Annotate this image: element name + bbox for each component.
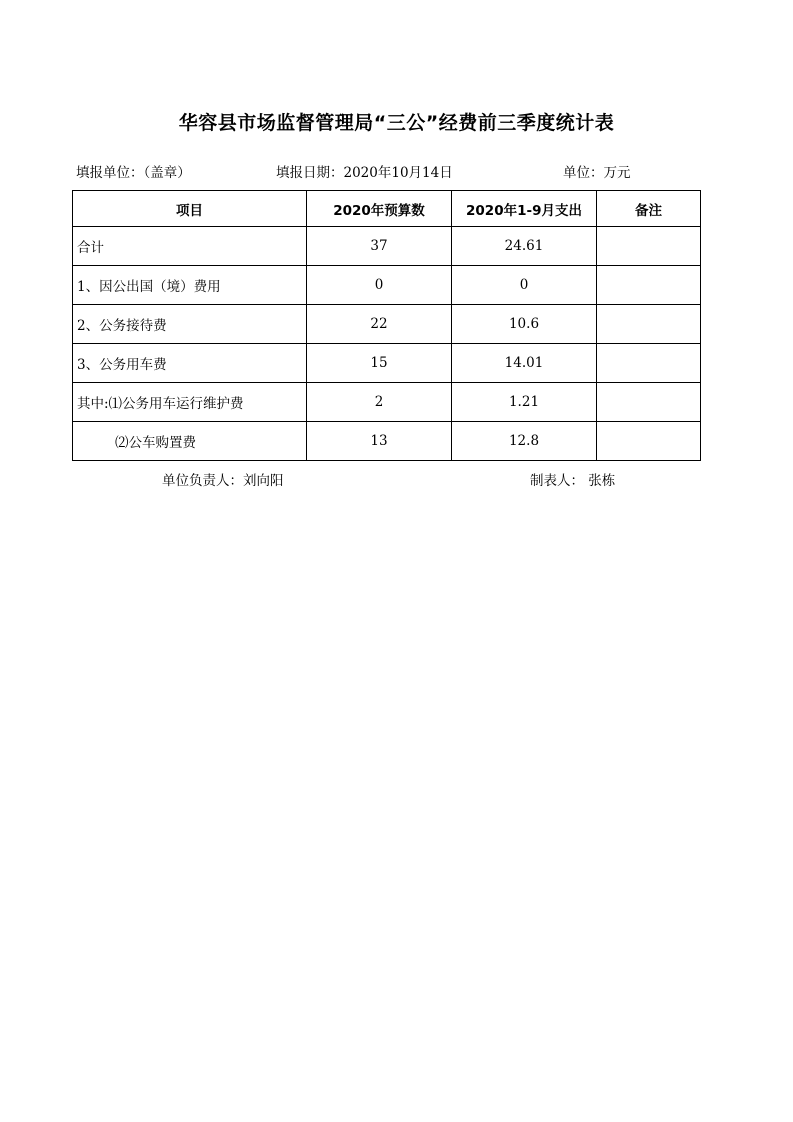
header-budget: 2020年预算数 (307, 191, 452, 227)
unit-head-signature: 单位负责人：刘向阳 (162, 473, 284, 489)
row-spent: 24.61 (452, 227, 597, 266)
row-item: ⑵公车购置费 (73, 422, 307, 461)
row-item: 2、公务接待费 (73, 305, 307, 344)
table-row (73, 227, 701, 266)
row-spent: 0 (452, 266, 597, 305)
row-budget: 2 (307, 383, 452, 422)
document-title: 华容县市场监督管理局“三公”经费前三季度统计表 (178, 112, 615, 134)
table-row (73, 344, 701, 383)
row-budget: 15 (307, 344, 452, 383)
row-item: 合计 (73, 227, 307, 266)
row-budget: 37 (307, 227, 452, 266)
row-note (597, 305, 701, 344)
currency-unit-label: 单位：万元 (563, 165, 631, 181)
row-note (597, 383, 701, 422)
expense-statistics-table (72, 190, 701, 461)
row-note (597, 266, 701, 305)
row-spent: 12.8 (452, 422, 597, 461)
row-budget: 22 (307, 305, 452, 344)
table-row (73, 383, 701, 422)
header-item: 项目 (73, 191, 307, 227)
header-spent: 2020年1-9月支出 (452, 191, 597, 227)
preparer-signature: 制表人： 张栋 (530, 473, 616, 489)
table-row (73, 266, 701, 305)
row-note (597, 422, 701, 461)
row-note (597, 227, 701, 266)
row-spent: 14.01 (452, 344, 597, 383)
row-spent: 1.21 (452, 383, 597, 422)
row-note (597, 344, 701, 383)
row-item: 3、公务用车费 (73, 344, 307, 383)
reporting-unit-label: 填报单位：（盖章） (76, 165, 191, 181)
reporting-date-label: 填报日期：2020年10月14日 (276, 165, 453, 181)
table-row (73, 422, 701, 461)
header-note: 备注 (597, 191, 701, 227)
table-row (73, 305, 701, 344)
row-item: 1、因公出国（境）费用 (73, 266, 307, 305)
row-budget: 0 (307, 266, 452, 305)
row-budget: 13 (307, 422, 452, 461)
table-header-row (73, 191, 701, 227)
row-spent: 10.6 (452, 305, 597, 344)
row-item: 其中:⑴公务用车运行维护费 (73, 383, 307, 422)
